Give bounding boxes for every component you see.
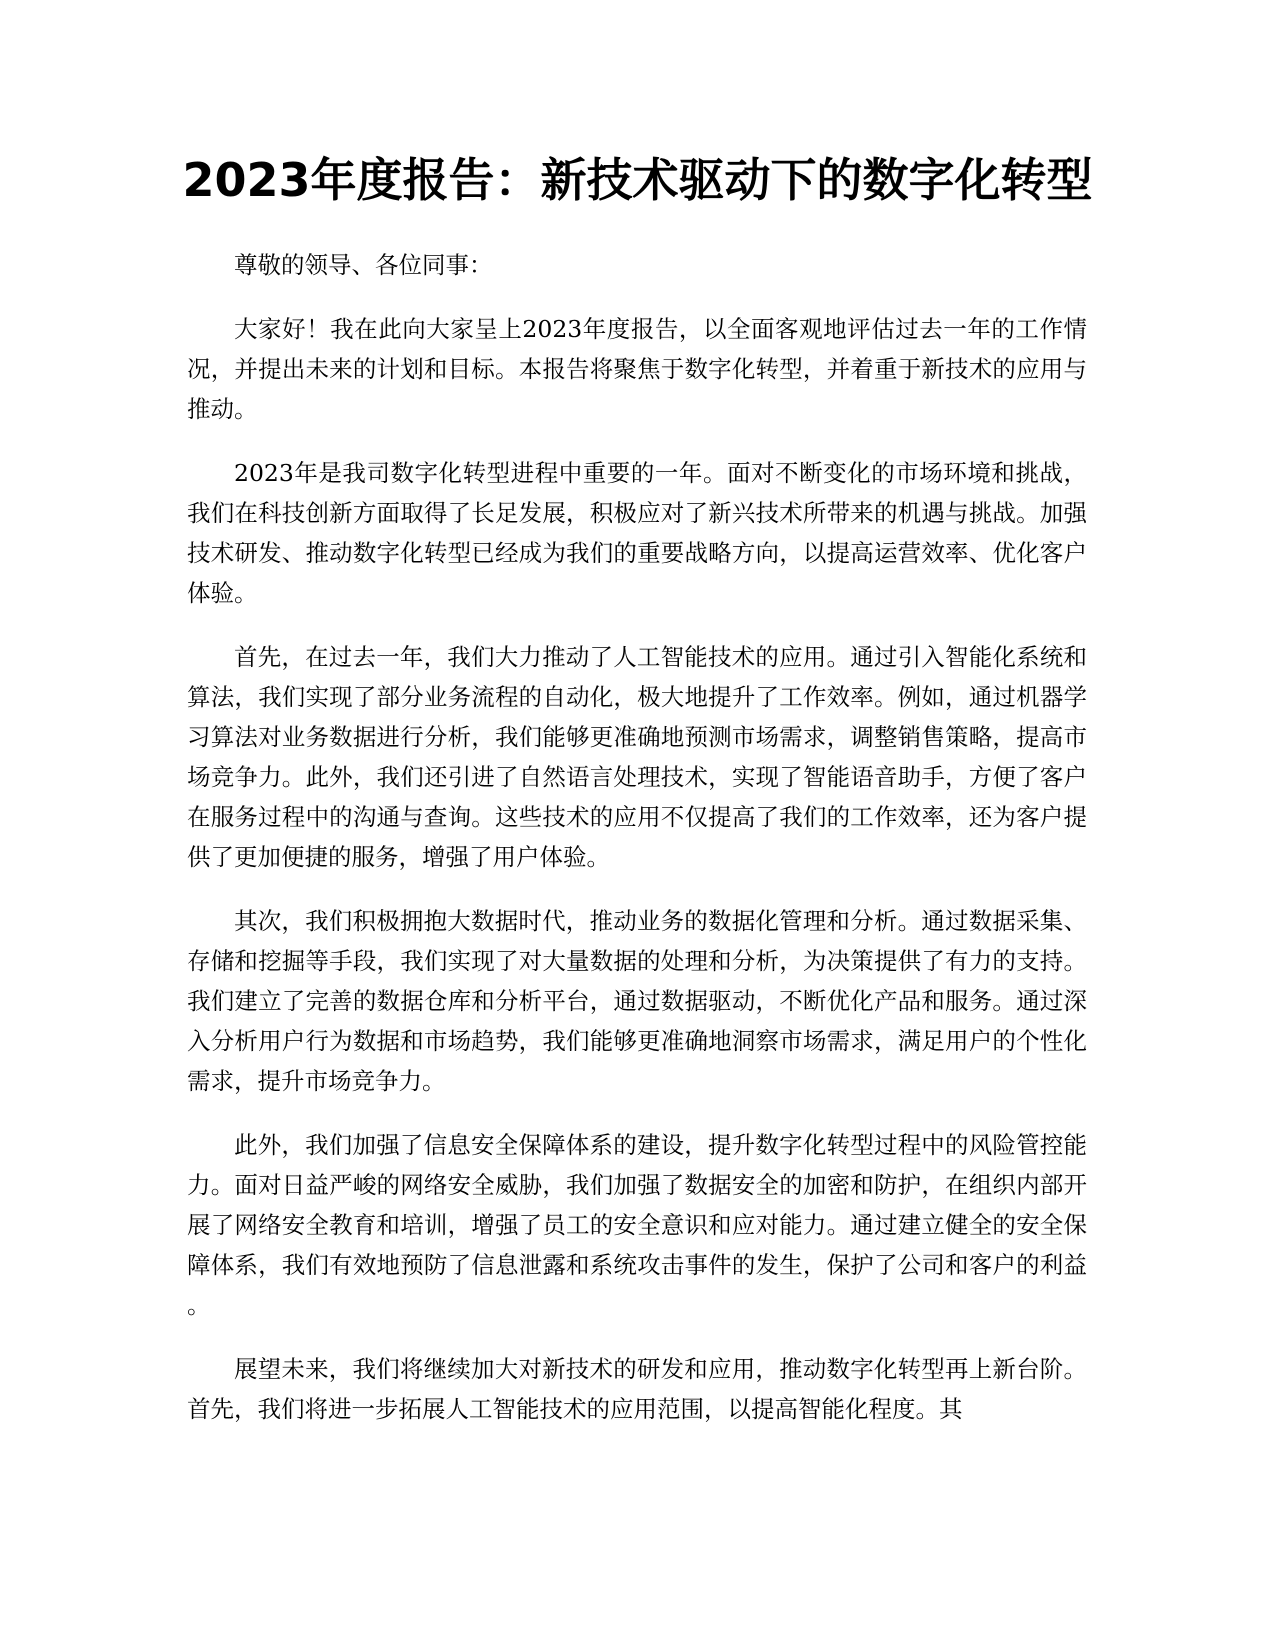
big-data-paragraph: 其次，我们积极拥抱大数据时代，推动业务的数据化管理和分析。通过数据采集、存储和挖掘等手段，我们实现了对大量数据的处理和分析，为决策提供了有力的支持。我们建立了完善的数据仓库和分析平台，通过数据驱动，不断优化产品和服务。通过深入分析用户行为数据和市场趋势，我们能够更准确地洞察市场需求，满足用户的个性化需求，提升市场竞争力。 <box>187 907 1087 1095</box>
overview-paragraph: 2023年是我司数字化转型进程中重要的一年。面对不断变化的市场环境和挑战，我们在科技创新方面取得了长足发展，积极应对了新兴技术所带来的机遇与挑战。加强技术研发、推动数字化转型已经成为我们的重要战略方向，以提高运营效率、优化客户体验。 <box>187 459 1087 607</box>
ai-paragraph: 首先，在过去一年，我们大力推动了人工智能技术的应用。通过引入智能化系统和算法，我们实现了部分业务流程的自动化，极大地提升了工作效率。例如，通过机器学习算法对业务数据进行分析，我们能够更准确地预测市场需求，调整销售策略，提高市场竞争力。此外，我们还引进了自然语言处理技术，实现了智能语音助手，方便了客户在服务过程中的沟通与查询。这些技术的应用不仅提高了我们的工作效率，还为客户提供了更加便捷的服务，增强了用户体验。 <box>187 643 1087 871</box>
document-body <box>187 245 1087 1453</box>
security-paragraph: 此外，我们加强了信息安全保障体系的建设，提升数字化转型过程中的风险管控能力。面对日益严峻的网络安全威胁，我们加强了数据安全的加密和防护，在组织内部开展了网络安全教育和培训，增强了员工的安全意识和应对能力。通过建立健全的安全保障体系，我们有效地预防了信息泄露和系统攻击事件的发生，保护了公司和客户的利益。 <box>187 1131 1087 1319</box>
salutation-paragraph: 尊敬的领导、各位同事： <box>234 251 493 279</box>
document-title: 2023年度报告：新技术驱动下的数字化转型 <box>182 153 1093 207</box>
intro-paragraph: 大家好！我在此向大家呈上2023年度报告，以全面客观地评估过去一年的工作情况，并提出未来的计划和目标。本报告将聚焦于数字化转型，并着重于新技术的应用与推动。 <box>187 315 1087 423</box>
outlook-paragraph: 展望未来，我们将继续加大对新技术的研发和应用，推动数字化转型再上新台阶。首先，我们将进一步拓展人工智能技术的应用范围，以提高智能化程度。其 <box>187 1355 1087 1423</box>
